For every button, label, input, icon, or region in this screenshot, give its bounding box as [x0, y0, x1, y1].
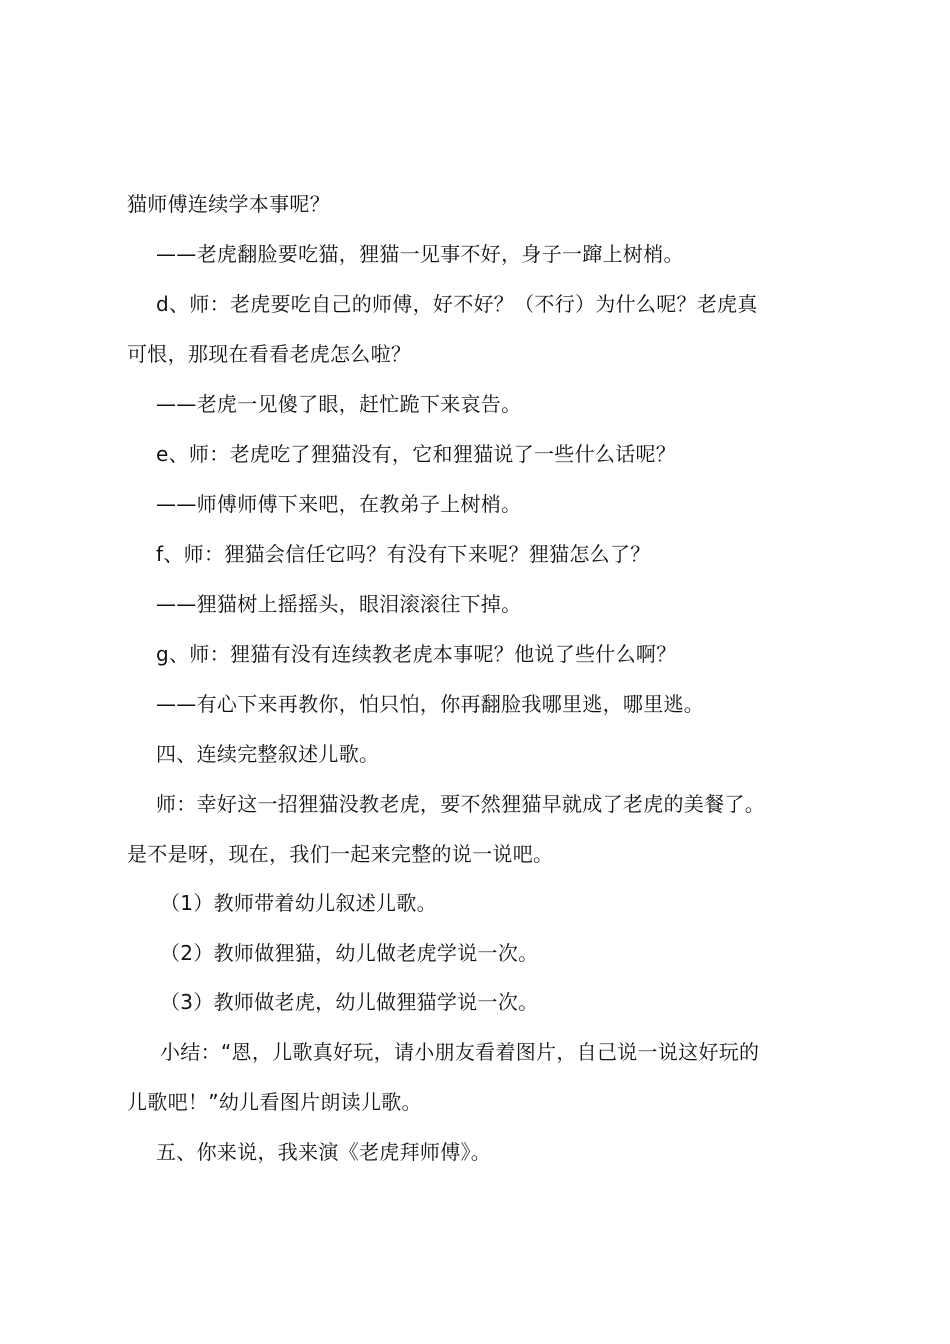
text-line: 可恨，那现在看看老虎怎么啦？ [127, 342, 412, 366]
text-line: 儿歌吧！”幼儿看图片朗读儿歌。 [127, 1090, 422, 1114]
text-line: 猫师傅连续学本事呢？ [127, 192, 330, 216]
text-line: d、师：老虎要吃自己的师傅，好不好？（不行）为什么呢？老虎真 [156, 292, 758, 316]
text-line: g、师：狸猫有没有连续教老虎本事呢？他说了些什么啊？ [156, 642, 677, 666]
text-line: 是不是呀，现在，我们一起来完整的说一说吧。 [127, 842, 554, 866]
text-line: ——师傅师傅下来吧，在教弟子上树梢。 [156, 492, 522, 516]
text-line: f、师：狸猫会信任它吗？有没有下来呢？狸猫怎么了？ [156, 542, 651, 566]
text-line: e、师：老虎吃了狸猫没有，它和狸猫说了一些什么话呢？ [156, 442, 677, 466]
section-heading: 四、连续完整叙述儿歌。 [156, 742, 380, 766]
text-line: ——老虎一见傻了眼，赶忙跪下来哀告。 [156, 392, 522, 416]
list-item: （2）教师做狸猫，幼儿做老虎学说一次。 [160, 941, 539, 965]
section-heading: 五、你来说，我来演《老虎拜师傅》。 [156, 1140, 492, 1164]
text-line: ——狸猫树上摇摇头，眼泪滚滚往下掉。 [156, 592, 522, 616]
text-line: ——老虎翻脸要吃猫，狸猫一见事不好，身子一蹿上树梢。 [156, 242, 684, 266]
text-line: 小结：“恩，儿歌真好玩，请小朋友看着图片，自己说一说这好玩的 [160, 1040, 760, 1064]
list-item: （3）教师做老虎，幼儿做狸猫学说一次。 [160, 990, 539, 1014]
list-item: （1）教师带着幼儿叙述儿歌。 [160, 891, 437, 915]
text-line: 师：幸好这一招狸猫没教老虎，要不然狸猫早就成了老虎的美餐了。 [156, 792, 765, 816]
text-line: ——有心下来再教你，怕只怕，你再翻脸我哪里逃，哪里逃。 [156, 692, 705, 716]
